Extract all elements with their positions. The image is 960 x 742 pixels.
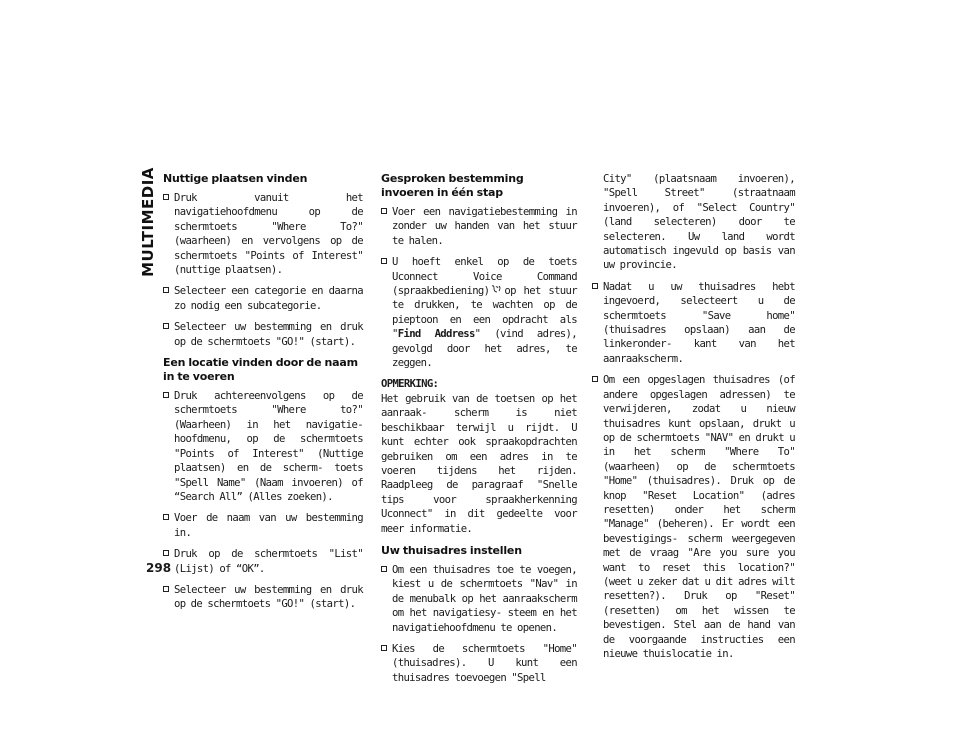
section-label: [138, 167, 158, 277]
list-item: Om een thuisadres toe te voegen, kiest u de schermtoets "Nav" in de menubalk op het aanraakscherm om het navigatiesy- steem en het navigatiehoofdmenu te openen.: [381, 563, 577, 635]
list-item: Kies de schermtoets "Home" (thuisadres). U kunt een thuisadres toevoegen "Spell: [381, 642, 577, 685]
list-item: Selecteer uw bestemming en druk op de schermtoets "GO!" (start).: [163, 320, 363, 349]
list-item: Om een opgeslagen thuisadres (of andere opgeslagen adressen) te verwijderen, zodat u nieuw thuisadres kunt opslaan, drukt u op de schermtoets "NAV" en drukt u in het scherm "Where To" (waarheen) op de schermtoets "Home" (thuisadres). Druk op de knop "Reset Location" (adres resetten) onder het scherm "Manage" (beheren). Er wordt een bevestigings- scherm weergegeven met de vraag "Are you sure you want to reset this location?" (weet u zeker dat u dit adres wilt resetten?). Druk op "Reset" (resetten) om het wissen te bevestigen. Stel aan de hand van de voorgaande instructies een nieuwe thuislocatie in.: [592, 373, 795, 661]
list-item: Voer een navigatiebestemming in zonder uw handen van het stuur te halen.: [381, 205, 577, 248]
column-3: [592, 172, 795, 668]
square-bullet-icon: [163, 586, 169, 592]
square-bullet-icon: [592, 376, 598, 382]
list-item: Voer de naam van uw bestemming in.: [163, 511, 363, 540]
column-1: [163, 172, 363, 619]
heading-nuttige-plaatsen: Nuttige plaatsen vinden: [163, 172, 308, 185]
square-bullet-icon: [381, 566, 387, 572]
square-bullet-icon: [381, 208, 387, 214]
square-bullet-icon: [163, 287, 169, 293]
square-bullet-icon: [163, 392, 169, 398]
square-bullet-icon: [381, 258, 387, 264]
list-item: Druk vanuit het navigatiehoofdmenu op de schermtoets "Where To?" (waarheen) en vervolgens op de schermtoets "Points of Interest" (nuttige plaatsen).: [163, 191, 363, 277]
list-item: Selecteer uw bestemming en druk op de schermtoets "GO!" (start).: [163, 583, 363, 612]
heading-locatie-vinden: Een locatie vinden door de naam in te voeren: [163, 356, 358, 384]
square-bullet-icon: [592, 283, 598, 289]
heading-gesproken-bestemming: Gesproken bestemming invoeren in één stap: [381, 172, 524, 199]
heading-thuisadres: Uw thuisadres instellen: [381, 543, 522, 557]
list-item: Nadat u uw thuisadres hebt ingevoerd, selecteert u de schermtoets "Save home" (thuisadres opslaan) aan de linkeronder- kant van het aanraakscherm.: [592, 280, 795, 366]
section-label-text: MULTIMEDIA: [139, 167, 157, 277]
square-bullet-icon: [163, 550, 169, 556]
list-item: Druk achtereenvolgens op de schermtoets "Where to?" (Waarheen) in het navigatie- hoofdmenu, op de schermtoets "Points of Interest" (Nuttige plaatsen) en de scherm- toets "Spell Name" (Naam invoeren) of “Search All” (Alles zoeken).: [163, 389, 363, 504]
square-bullet-icon: [163, 514, 169, 520]
list-item: Druk op de schermtoets "List" (Lijst) of “OK”.: [163, 547, 363, 576]
list-item: Selecteer een categorie en daarna zo nodig een subcategorie.: [163, 284, 363, 313]
square-bullet-icon: [381, 645, 387, 651]
voice-command-icon: [491, 284, 502, 298]
note: OPMERKING: Het gebruik van de toetsen op het aanraak- scherm is niet beschikbaar terwijl u rijdt. U kunt echter ook spraakopdrachten gebruiken om een adres in te voeren tijdens het rijden. Raadpleeg de paragraaf "Snelle tips voor spraakherkenning Uconnect" in dit gedeelte voor meer informatie.: [381, 378, 577, 535]
continued-text: City" (plaatsnaam invoeren), "Spell Street" (straatnaam invoeren), of "Select Country" (land selecteren) door te selecteren. Uw land wordt automatisch ingevuld op basis van uw provincie.: [603, 173, 795, 272]
square-bullet-icon: [163, 323, 169, 329]
square-bullet-icon: [163, 194, 169, 200]
column-2: [381, 172, 577, 692]
page-number: 298: [146, 561, 172, 575]
list-item: U hoeft enkel op de toets Uconnect Voice Command (spraakbediening) op het stuur te drukken, te wachten op de pieptoon en een opdracht als "Find Address" (vind adres), gevolgd door het adres, te zeggen.: [381, 255, 577, 370]
